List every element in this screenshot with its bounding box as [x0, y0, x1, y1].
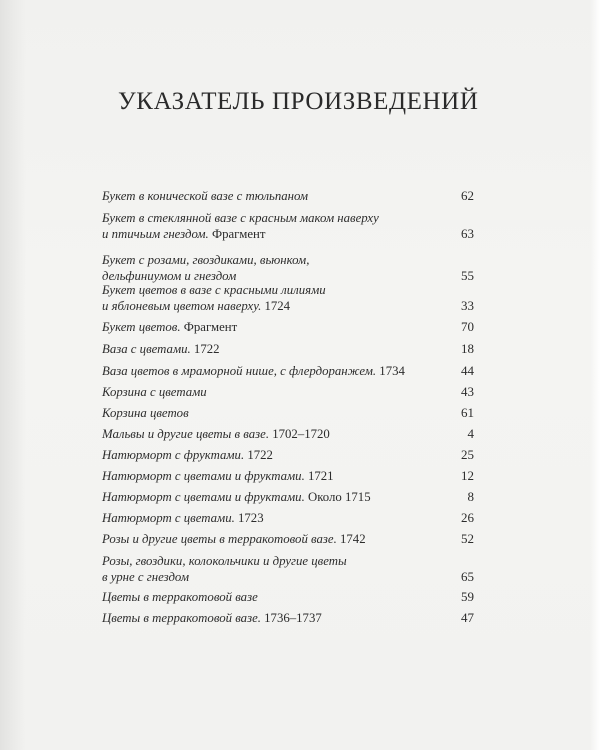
- entry-page-number: 52: [461, 531, 474, 546]
- index-entry: [102, 252, 474, 284]
- index-entry: [102, 319, 474, 335]
- entry-page-number: 65: [461, 569, 474, 584]
- entry-page-number: 55: [461, 268, 474, 283]
- entry-title: Мальвы и другие цветы в вазе. 1702–1720: [102, 427, 330, 441]
- index-entry: [102, 282, 474, 314]
- entry-title: Натюрморт с цветами и фруктами. 1721: [102, 469, 334, 483]
- index-entry: [102, 489, 474, 505]
- entry-title: Букет цветов в вазе с красными лилиями и яблоневым цветом наверху. 1724: [102, 283, 326, 313]
- entry-page-number: 26: [461, 510, 474, 525]
- entry-title: Ваза цветов в мраморной нише, с флердоранжем. 1734: [102, 364, 405, 378]
- entry-page-number: 59: [461, 589, 474, 604]
- page-title: УКАЗАТЕЛЬ ПРОИЗВЕДЕНИЙ: [118, 88, 479, 115]
- entry-title: Розы и другие цветы в терракотовой вазе. 1742: [102, 532, 366, 546]
- index-entry: [102, 341, 474, 357]
- index-entry: [102, 210, 474, 242]
- index-entry: [102, 610, 474, 626]
- entry-page-number: 25: [461, 447, 474, 462]
- index-entry: [102, 188, 474, 204]
- entry-page-number: 8: [467, 489, 474, 504]
- entry-page-number: 4: [467, 426, 474, 441]
- index-entry: [102, 384, 474, 400]
- entry-title: Корзина цветов: [102, 406, 189, 420]
- entry-page-number: 62: [461, 188, 474, 203]
- entry-title: Букет с розами, гвоздиками, вьюнком, дельфиниумом и гнездом: [102, 253, 310, 283]
- entry-page-number: 44: [461, 363, 474, 378]
- entry-title: Натюрморт с цветами и фруктами. Около 1715: [102, 490, 371, 504]
- entry-page-number: 33: [461, 298, 474, 313]
- entry-page-number: 18: [461, 341, 474, 356]
- index-entry: [102, 510, 474, 526]
- entry-page-number: 47: [461, 610, 474, 625]
- index-entry: [102, 447, 474, 463]
- index-entry: [102, 531, 474, 547]
- index-entry: [102, 426, 474, 442]
- entry-page-number: 70: [461, 319, 474, 334]
- entry-title: Ваза с цветами. 1722: [102, 342, 220, 356]
- entry-page-number: 43: [461, 384, 474, 399]
- index-entry: [102, 468, 474, 484]
- entry-title: Натюрморт с фруктами. 1722: [102, 448, 273, 462]
- index-entry: [102, 363, 474, 379]
- entry-page-number: 63: [461, 226, 474, 241]
- entry-page-number: 12: [461, 468, 474, 483]
- index-entry: [102, 553, 474, 585]
- index-entry: [102, 405, 474, 421]
- entry-title: Букет цветов. Фрагмент: [102, 320, 238, 334]
- entry-title: Цветы в терракотовой вазе. 1736–1737: [102, 611, 322, 625]
- entry-title: Цветы в терракотовой вазе: [102, 590, 258, 604]
- index-entry: [102, 589, 474, 605]
- entry-title: Натюрморт с цветами. 1723: [102, 511, 264, 525]
- entry-title: Корзина с цветами: [102, 385, 207, 399]
- entry-title: Розы, гвоздики, колокольчики и другие цветы в урне с гнездом: [102, 554, 347, 584]
- entry-title: Букет в конической вазе с тюльпаном: [102, 189, 309, 203]
- entry-title: Букет в стеклянной вазе с красным маком наверху и птичьим гнездом. Фрагмент: [102, 211, 379, 241]
- entry-page-number: 61: [461, 405, 474, 420]
